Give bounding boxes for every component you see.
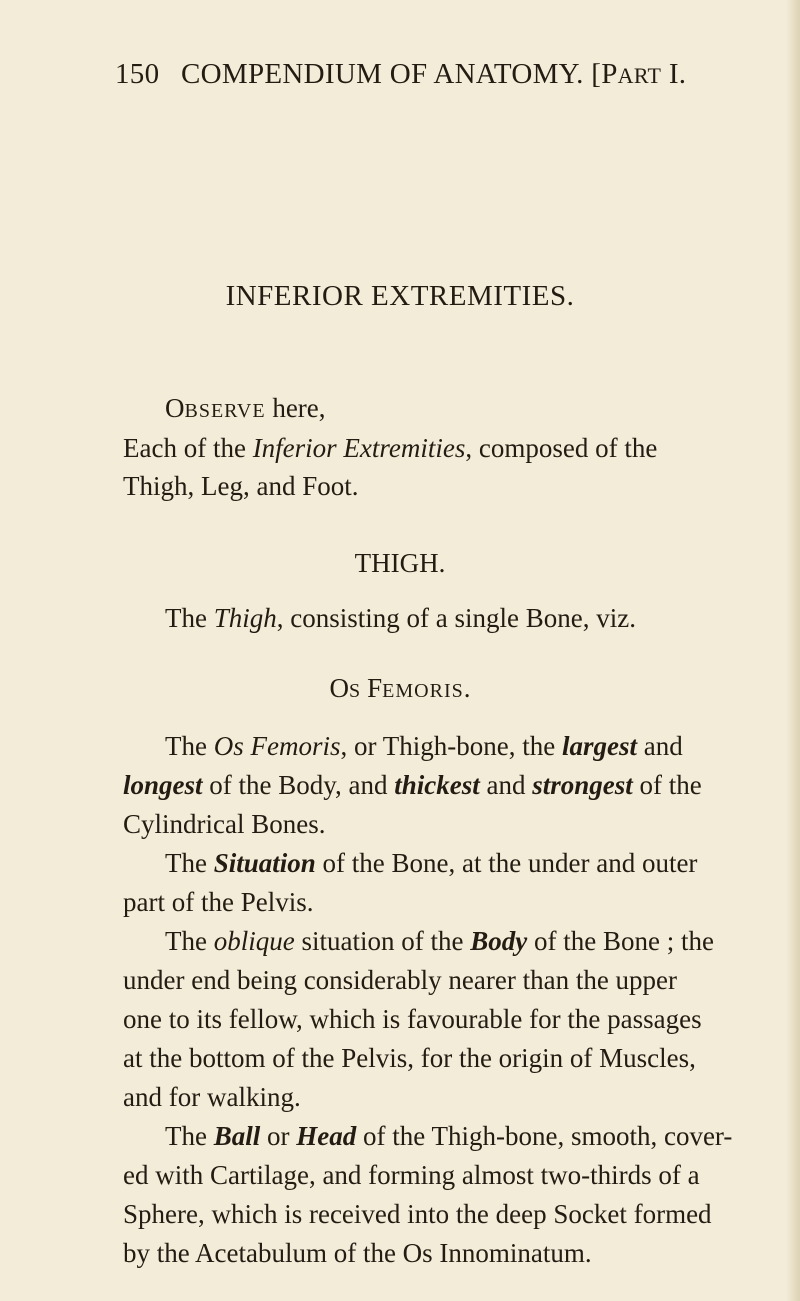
text-line: The Thigh, consisting of a single Bone, viz. bbox=[165, 603, 636, 633]
text-line: Each of the Inferior Extremities, composed of the bbox=[123, 433, 658, 463]
text-line: The oblique situation of the Body of the Bone ; the bbox=[165, 926, 714, 956]
part-label: [PART I. bbox=[591, 58, 687, 90]
text-line: The Os Femoris, or Thigh-bone, the largest and bbox=[165, 731, 683, 761]
text-line: ed with Cartilage, and forming almost two-thirds of a bbox=[123, 1160, 700, 1190]
section-title: INFERIOR EXTREMITIES. bbox=[225, 280, 575, 312]
text-line: Thigh, Leg, and Foot. bbox=[123, 471, 359, 501]
text-line: by the Acetabulum of the Os Innominatum. bbox=[123, 1238, 592, 1268]
page-number: 150 bbox=[115, 58, 160, 90]
page-edge-shadow bbox=[786, 0, 800, 1301]
subheading-thigh: THIGH. bbox=[354, 548, 446, 578]
text-line: Sphere, which is received into the deep Socket formed bbox=[123, 1199, 712, 1229]
text-line: at the bottom of the Pelvis, for the origin of Muscles, bbox=[123, 1043, 696, 1073]
running-title: COMPENDIUM OF ANATOMY. bbox=[180, 58, 584, 90]
text-line: Cylindrical Bones. bbox=[123, 809, 326, 839]
text-line: longest of the Body, and thickest and strongest of the bbox=[123, 770, 702, 800]
text-line: and for walking. bbox=[123, 1082, 301, 1112]
observe-line: OBSERVE here, bbox=[165, 393, 326, 423]
text-line: The Ball or Head of the Thigh-bone, smooth, cover- bbox=[165, 1121, 733, 1151]
subheading-os-femoris: OS FEMORIS. bbox=[329, 673, 471, 703]
text-line: The Situation of the Bone, at the under and outer bbox=[165, 848, 698, 878]
text-line: part of the Pelvis. bbox=[123, 887, 314, 917]
running-header bbox=[115, 58, 686, 91]
text-line: one to its fellow, which is favourable for the passages bbox=[123, 1004, 702, 1034]
text-line: under end being considerably nearer than the upper bbox=[123, 965, 678, 995]
